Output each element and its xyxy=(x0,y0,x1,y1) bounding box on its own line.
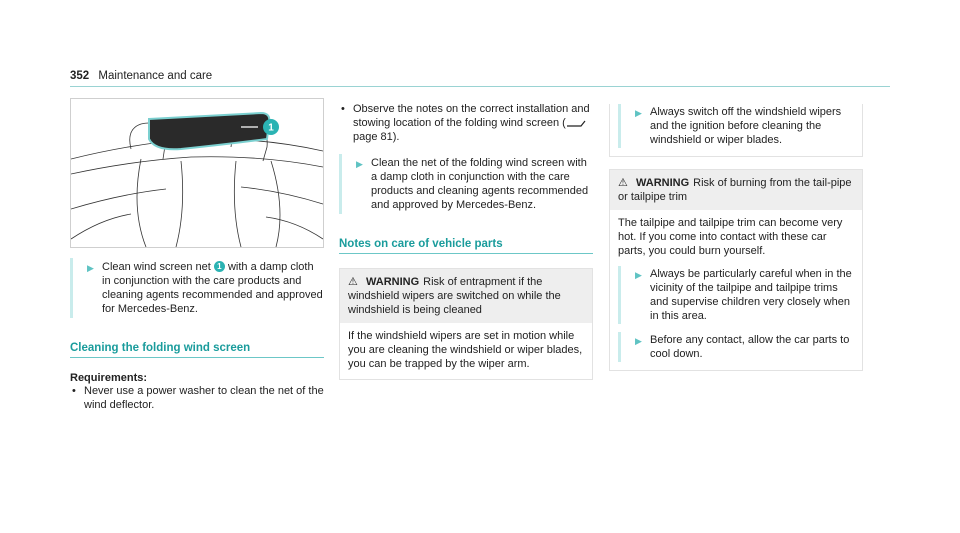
observe-notes-item xyxy=(339,102,593,144)
step-clean-wind-screen-net xyxy=(70,258,324,318)
column-1 xyxy=(70,98,324,412)
callout-label: 1 xyxy=(268,122,274,134)
warning-label: WARNING xyxy=(366,276,420,288)
warning-title: Risk of entrapment if the windshield wipers are switched on while the windshield is being cleaned xyxy=(348,276,561,316)
bullet-icon: • xyxy=(72,385,76,397)
step-text: Clean the net of the folding wind screen with a damp cloth in conjunction with the care products and cleaning agents recommended and approved by Mercedes-Benz. xyxy=(371,157,589,211)
step-be-careful xyxy=(618,266,854,324)
warning-triangle-icon: ⚠ xyxy=(348,276,358,288)
heading-cleaning-folding-wind-screen: Cleaning the folding wind screen xyxy=(70,342,324,358)
warning-body-text: The tailpipe and tailpipe trim can become very hot. If you come into contact with these car parts, you could burn yourself. xyxy=(618,217,843,257)
step-arrow-icon: ▶ xyxy=(635,108,642,118)
warning-header xyxy=(340,269,592,323)
wiper-continuation-box xyxy=(609,104,863,157)
heading-notes-on-care: Notes on care of vehicle parts xyxy=(339,238,593,254)
warning-body: If the windshield wipers are set in motion while you are cleaning the windshield or wiper blades, you can be trapped by the wiper arm. xyxy=(348,330,583,370)
warning-body xyxy=(610,210,862,370)
callout-badge: 1 xyxy=(214,261,225,272)
step-text-cont: with a damp cloth in conjunction with the care products and cleaning agents recommended and approved for Mercedes-Benz. xyxy=(102,261,323,315)
section-title: Maintenance and care xyxy=(98,70,213,82)
requirement-text: Never use a power washer to clean the net of the wind deflector. xyxy=(84,385,324,411)
step-switch-off-wipers xyxy=(618,104,862,148)
step-text: Clean wind screen net xyxy=(102,261,214,273)
step-text: Always be particularly careful when in the vicinity of the tailpipe and tailpipe trims and supervise children very closely when in this area. xyxy=(650,268,852,322)
warning-label: WARNING xyxy=(636,177,690,189)
requirements-title: Requirements: xyxy=(70,372,148,384)
column-3 xyxy=(609,104,863,371)
page-reference-arrow-icon xyxy=(566,119,586,128)
warning-header xyxy=(610,170,862,210)
warning-title: Risk of burning from the tail-pipe or tailpipe trim xyxy=(618,177,852,203)
page-header xyxy=(70,70,212,82)
column-2 xyxy=(339,102,593,380)
warning-entrapment xyxy=(339,268,593,380)
bullet-icon: • xyxy=(341,103,345,115)
step-clean-net xyxy=(339,154,593,214)
step-allow-cool-down xyxy=(618,332,854,362)
step-text: Always switch off the windshield wipers and the ignition before cleaning the windshield or wiper blades. xyxy=(650,106,842,146)
step-arrow-icon: ▶ xyxy=(356,159,363,169)
header-rule xyxy=(70,86,890,87)
step-arrow-icon: ▶ xyxy=(635,270,642,280)
page-number: 352 xyxy=(70,70,90,82)
page-reference-link[interactable]: page 81). xyxy=(353,131,400,143)
step-arrow-icon: ▶ xyxy=(635,336,642,346)
warning-triangle-icon: ⚠ xyxy=(618,177,628,189)
requirement-item xyxy=(70,384,324,412)
step-arrow-icon: ▶ xyxy=(87,263,94,273)
observe-notes-text: Observe the notes on the correct installation and stowing location of the folding wind screen ( xyxy=(353,103,590,129)
wind-screen-figure xyxy=(70,98,324,248)
warning-burning xyxy=(609,169,863,371)
wind-screen-illustration xyxy=(71,99,323,247)
step-text: Before any contact, allow the car parts to cool down. xyxy=(650,334,850,360)
